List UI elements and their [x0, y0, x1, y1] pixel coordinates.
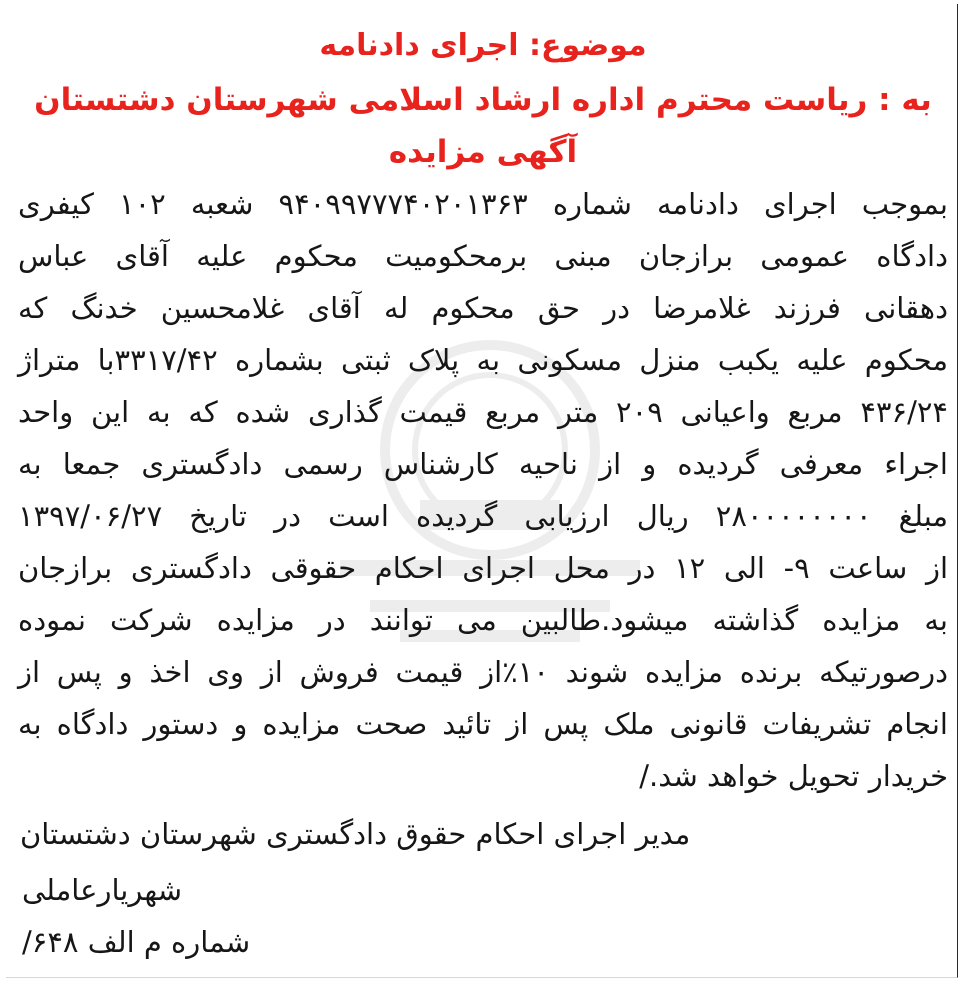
body-line-5: ۴۳۶/۲۴ مربع واعیانی ۲۰۹ متر مربع قیمت گذاری شده که به این واحد	[18, 395, 948, 429]
notice-addressee: به : ریاست محترم اداره ارشاد اسلامی شهرستان دشتستان	[34, 82, 932, 118]
body-line-2: دادگاه عمومی برازجان مبنی برمحکومیت محکوم علیه آقای عباس	[18, 239, 948, 273]
notice-reference-number: شماره م الف ۶۴۸/	[22, 925, 251, 959]
notice-subject: موضوع: اجرای دادنامه	[319, 28, 647, 63]
body-line-11: انجام تشریفات قانونی ملک پس از تائید صحت مزایده و دستور دادگاه به	[18, 707, 948, 741]
body-line-8: از ساعت ۹- الی ۱۲ در محل اجرای احکام حقوقی دادگستری برازجان	[18, 551, 948, 585]
notice-title: آگهی مزایده	[388, 134, 578, 170]
body-line-10: درصورتیکه برنده مزایده شوند ۱۰٪از قیمت فروش از وی اخذ و پس از	[18, 655, 949, 689]
body-line-9: به مزایده گذاشته میشود.طالبین می توانند در مزایده شرکت نموده	[18, 603, 948, 637]
signature-position: مدیر اجرای احکام حقوق دادگستری شهرستان دشتستان	[20, 817, 691, 851]
body-line-1: بموجب اجرای دادنامه شماره ۹۴۰۹۹۷۷۷۴۰۲۰۱۳۶۳ شعبه ۱۰۲ کیفری	[18, 187, 948, 221]
body-line-12: خریدار تحویل خواهد شد./	[639, 759, 948, 793]
body-line-3: دهقانی فرزند غلامرضا در حق محکوم له آقای غلامحسین خدنگ که	[18, 291, 948, 325]
body-line-7: مبلغ ۲۸۰۰۰۰۰۰۰۰ ریال ارزیابی گردیده است در تاریخ ۱۳۹۷/۰۶/۲۷	[18, 499, 948, 533]
body-line-4: محکوم علیه یکبب منزل مسکونی به پلاک ثبتی بشماره ۳۳۱۷/۴۲با متراژ	[18, 343, 948, 377]
body-line-6: اجراء معرفی گردیده و از ناحیه کارشناس رسمی دادگستری جمعا به	[18, 447, 948, 481]
signature-name: شهریارعاملی	[22, 873, 183, 907]
